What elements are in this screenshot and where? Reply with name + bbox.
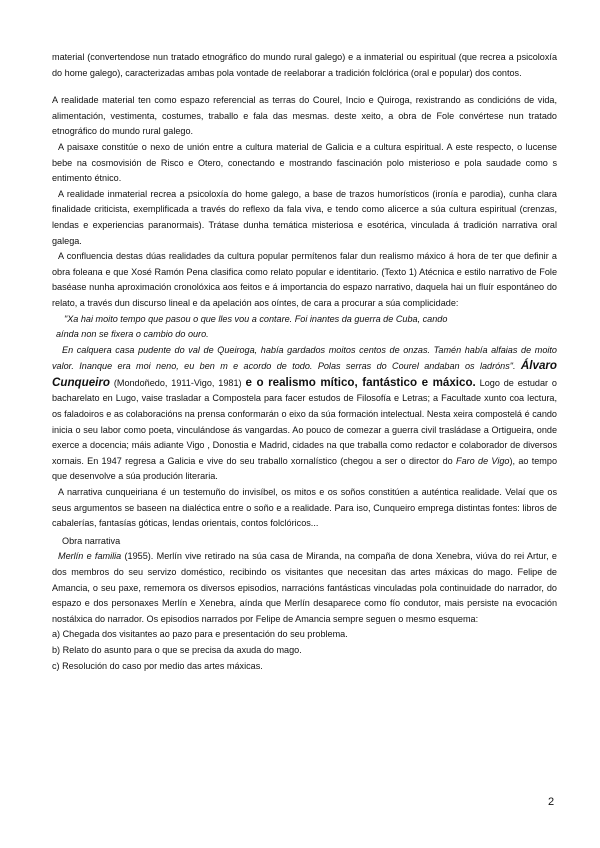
paragraph-material-reality: A realidade material ten como espazo referencial as terras do Courel, Incio e Quiroga, rexistrando as condicións de vida, alimentación, vestimenta, costumes, traballo e fala das mesmas. deste xeito, a obra de Fole convértese nun tratado etnográfico do mundo rural galego. [52, 95, 557, 137]
paragraph-magic-realism: A confluencia destas dúas realidades da cultura popular permítenos falar dun realismo máxico á hora de ter que definir a obra foleana e que Xosé Ramón Pena clasifica como relato popular e identitario. (Texto 1) Atécnica e estilo narrativo de Fole baséase nunha aproximación cronolóxica aos feitos e á importancia do espazo narrativo, daquela hai un fluír espontáneo do relato, a través dun discurso lineal e da apelación aos oíntes, de cara a procurar a súa complicidade: [52, 251, 557, 308]
section-heading: Obra narrativa [62, 535, 121, 546]
biography-text: Logo de estudar o bacharelato en Lugo, vaise trasladar a Compostela para facer estudos de Filosofía e Letras; a Facultade xunto coa lectura, os faladoiros e as colaboracións na prensa conformarán o eixo da súa formación intelectual. Nesta xeira compostelá é cando inicia o seu labor como poeta, vinculándose ás vangardas. Ao pouco de comezar a guerra civil trasládase a Ortigueira, onde exerce a docencia; máis adiante Vigo , Donostia e Madrid, cidades na que traballa como redactor e colaborador de diversos xornais. En 1947 regresa a Galicia e vive do seu traballo xornalístico (chegou a ser o director do [52, 377, 557, 466]
paragraph-cunqueiro-narrative: A narrativa cunqueiriana é un testemuño do invisíbel, os mitos e os soños constitúen a auténtica realidade. Velaí que os seus argumentos se baseen na dialéctica entre o soño e a realidade. Para iso, Cunqueiro emprega distintas fontes: libros de cabalerías, fantasías góticas, lendas orientais, contos folclóricos... [52, 487, 557, 529]
list-item: b) Relato do asunto para o que se precisa da axuda do mago. [52, 644, 302, 655]
quote-line-1: "Xa hai moito tempo que pasou o que lles vou a contare. Foi inantes da guerra de Cuba, cando [64, 313, 448, 324]
paragraph-intro: material (convertendose nun tratado etnográfico do mundo rural galego) e a inmaterial ou espiritual (que recrea a psicoloxía do home galego), caracterizadas ambas pola vontade de reelaborar a tradición folclórica (oral e popular) dos contos. [52, 52, 557, 78]
merlin-description: (1955). Merlín vive retirado na súa casa de Miranda, na compaña de dona Xenebra, viúva do rei Artur, e dos membros do seu servizo doméstico, recibindo os visitantes que necesitan das artes máxicas do mago. Felipe de Amancia, o seu paxe, rememora os diversos episodios, narracións fantásticas vinculadas pola continuidade do narrador, do espazo e dos personaxes Merlín e Xenebra, aínda que Merlín desaparece como fío condutor, mais persiste na evocación nostálxica do narrador. Os episodios narrados por Felipe de Amancia sempre seguen o mesmo esquema: [52, 551, 557, 624]
document-page [52, 50, 557, 674]
author-biography [52, 375, 557, 482]
biography-text-end: ), ao tempo que desenvolve a súa produción literaria. [52, 455, 557, 482]
paragraph-immaterial-reality: A realidade inmaterial recrea a psicoloxía do home galego, a base de trazos humorísticos (ironía e parodia), cunha clara finalidade criticista, exemplificada a través do reflexo da fala viva, e tendo como alicerce a súa cultura espiritual (crenzas, lendas e experiencias paranormais). Trátase dunha temática misteriosa e esotérica, vinculada á tradición narrativa oral galega. [52, 188, 557, 246]
page-number: 2 [548, 796, 555, 808]
quote-line-2: aínda non se fixera o cambio do ouro. [56, 329, 209, 340]
list-item: a) Chegada dos visitantes ao pazo para e presentación do seu problema. [52, 629, 348, 640]
author-dates: (Mondoñedo, 1911-Vigo, 1981) [113, 377, 242, 388]
author-name: Álvaro Cunqueiro [52, 359, 557, 389]
paragraph-merlin [52, 549, 557, 627]
section-title: e o realismo mítico, fantástico e máxico. [245, 375, 476, 389]
book-title: Merlín e familia [58, 551, 122, 562]
list-item: c) Resolución do caso por medio das artes máxicas. [52, 660, 263, 671]
quote-text: En calquera casa pudente do val de Queiroga, había gardados moitos centos de onzas. Tamén había alfaias de moito valor. Inanque era moi neno, eu ben m e acordo de todo. Polas serras do Courel andaban os ladróns". [52, 344, 557, 372]
newspaper-name: Faro de Vigo [456, 455, 510, 466]
quote-paragraph-2 [52, 343, 557, 485]
paragraph-landscape: A paisaxe constitúe o nexo de unión entre a cultura material de Galicia e a cultura espiritual. A este respecto, o lucense bebe na cosmovisión de Risco e Otero, conectando e mostrando fascinación polo misterioso e pola saudade como s entimento étnico. [52, 141, 557, 184]
